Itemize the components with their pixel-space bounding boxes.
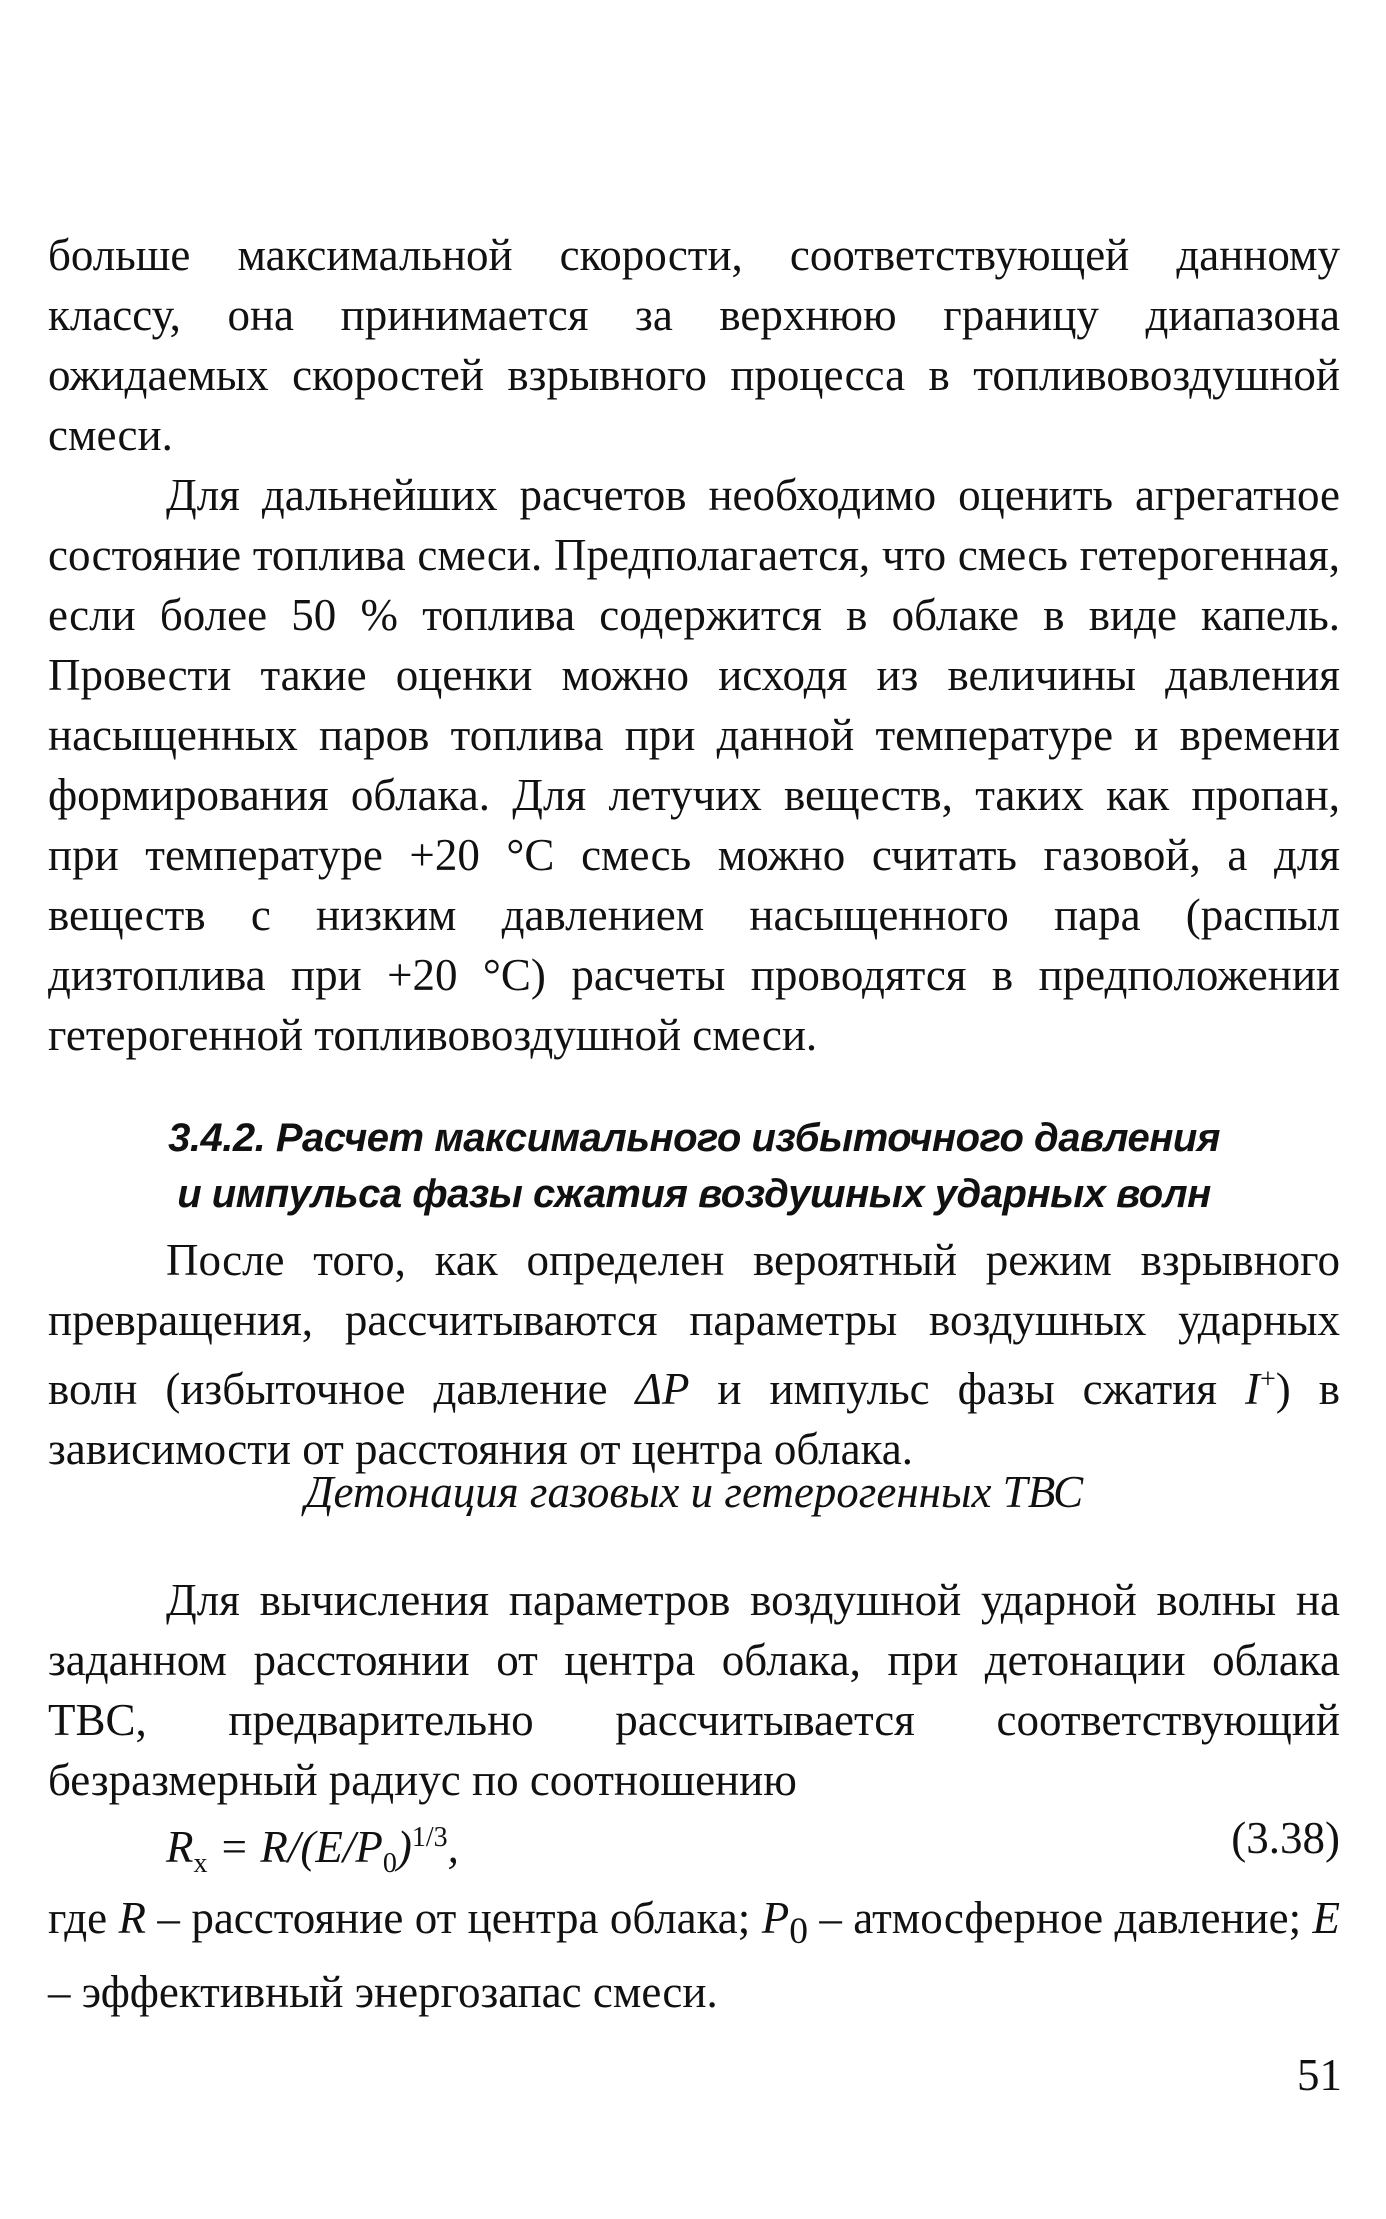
section-heading-line2: и импульса фазы сжатия воздушных ударных волн [177,1172,1211,1216]
equation-formula: $R_x = R/(E/P_0)^{1/3}$, [166,1822,459,1879]
paragraph-dimensionless-radius: Для вычисления параметров воздушной ударной волны на заданном расстоянии от центра облака, при детонации облака ТВС, предварительно рассчитывается соответствующий безразмерный радиус по соотношению [48,1575,1340,1805]
section-heading [48,1110,1340,1222]
body-text-section [48,1230,1340,1479]
paragraph-variable-definitions: где R – расстояние от центра облака; $P_0$ – атмосферное давление; E – эффективный энергозапас смеси. [48,1893,1340,2017]
body-text-detonation [48,1570,1340,1810]
section-heading-line1: 3.4.2. Расчет максимального избыточного давления [168,1116,1220,1160]
equation-number: (3.38) [1231,1813,1340,1863]
paragraph-aggregate-state: Для дальнейших расчетов необходимо оценить агрегатное состояние топлива смеси. Предполагается, что смесь гетерогенная, если более 50 % топлива содержится в облаке в виде капель. Провести такие оценки можно исходя из величины давления насыщенных паров топлива при данной температуре и времени формирования облака. Для летучих веществ, таких как пропан, при температуре +20 °С смесь можно считать газовой, а для веществ с низким давлением насыщенного пара (распыл дизтоплива при +20 °С) расчеты проводятся в предположении гетерогенной топливовоздушной смеси. [48,470,1340,1060]
equation-3-38 [48,1808,1340,1879]
page-number: 51 [1297,2050,1342,2100]
subsection-heading: Детонация газовых и гетерогенных ТВС [304,1467,1084,1517]
paragraph-continuation: больше максимальной скорости, соответствующей данному классу, она принимается за верхнюю границу диапазона ожидаемых скоростей взрывного процесса в топливовоздушной смеси. [48,230,1340,460]
body-text-top [48,225,1340,1065]
paragraph-shock-wave-params: После того, как определен вероятный режим взрывного превращения, рассчитываются параметры воздушных ударных волн (избыточное давление ΔP и импульс фазы сжатия I+) в зависимости от расстояния от центра облака. [48,1235,1340,1474]
body-text-definitions [48,1888,1340,2022]
